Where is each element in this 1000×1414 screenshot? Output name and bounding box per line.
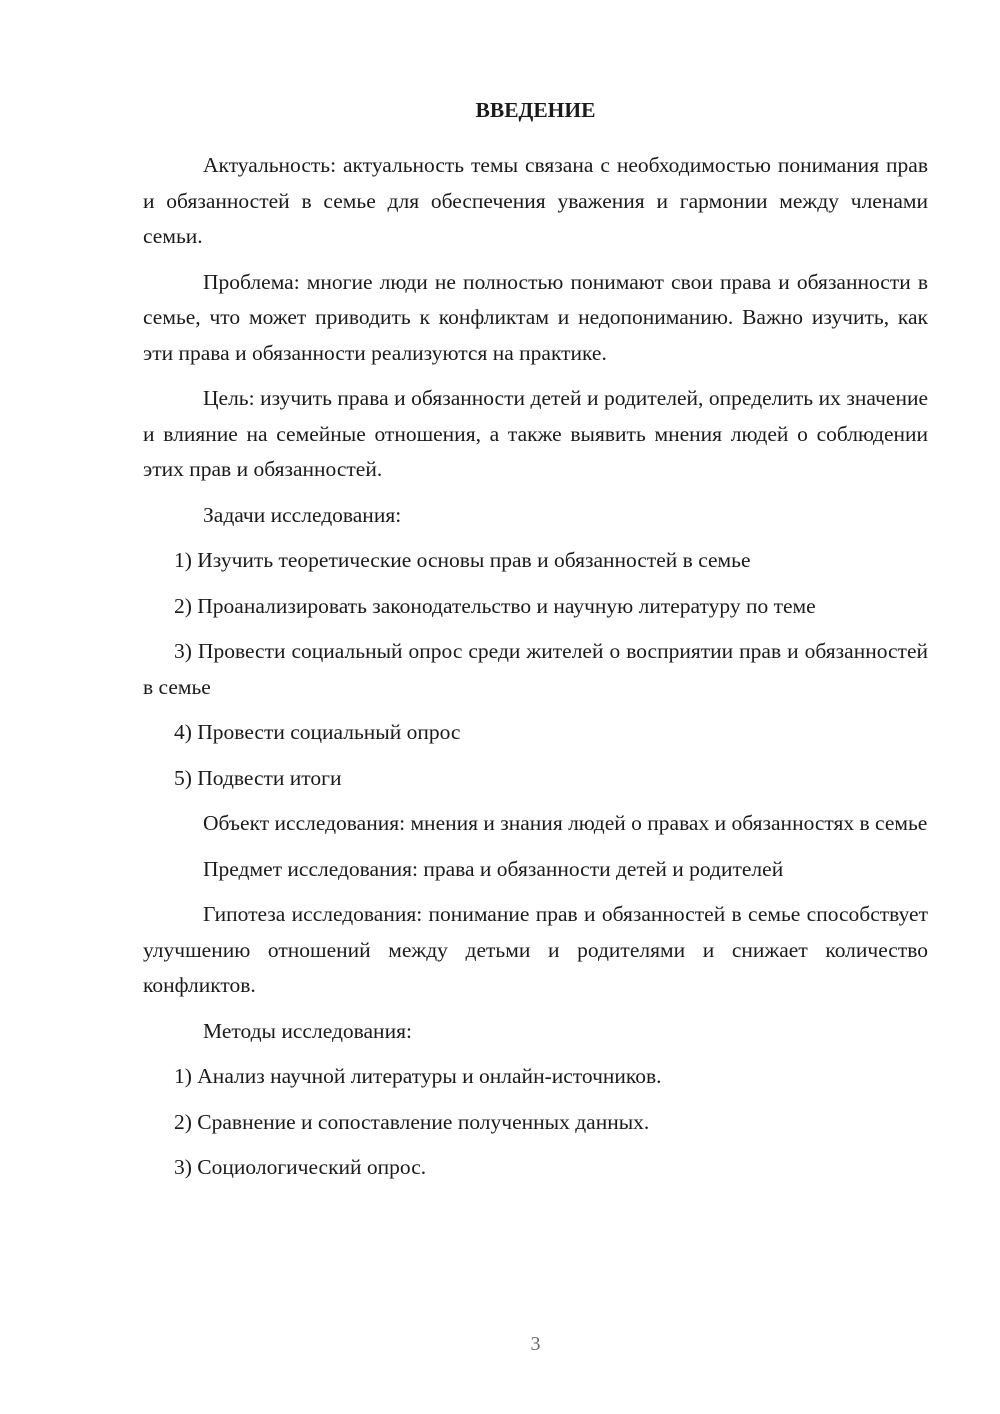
paragraph-relevance: Актуальность: актуальность темы связана с необходимостью понимания прав и обязанностей в семье для обеспечения уважения и гармонии между членами семьи. [143, 153, 928, 248]
paragraph-object: Объект исследования: мнения и знания людей о правах и обязанностях в семье [203, 811, 928, 835]
paragraph-goal: Цель: изучить права и обязанности детей и родителей, определить их значение и влияние на семейные отношения, а также выявить мнения людей о соблюдении этих прав и обязанностей. [143, 386, 928, 481]
paragraph-problem: Проблема: многие люди не полностью понимают свои права и обязанности в семье, что может приводить к конфликтам и недопониманию. Важно изучить, как эти права и обязанности реализуются на практике. [143, 269, 928, 365]
paragraph-hypothesis: Гипотеза исследования: понимание прав и обязанностей в семье способствует улучшению отношений между детьми и родителями и снижает количество конфликтов. [143, 902, 928, 997]
page-title: ВВЕДЕНИЕ [475, 98, 596, 122]
task-item: 2) Проанализировать законодательство и научную литературу по теме [174, 593, 816, 618]
methods-heading: Методы исследования: [203, 1018, 412, 1043]
task-item: 3) Провести социальный опрос среди жителей о восприятии прав и обязанностей в семье [143, 639, 928, 699]
task-item: 1) Изучить теоретические основы прав и обязанностей в семье [174, 548, 751, 572]
task-item: 4) Провести социальный опрос [174, 720, 461, 744]
method-item: 1) Анализ научной литературы и онлайн-источников. [174, 1064, 662, 1088]
document-page [143, 92, 928, 1196]
method-item: 2) Сравнение и сопоставление полученных данных. [174, 1109, 650, 1134]
page-number: 3 [530, 1333, 541, 1355]
method-item: 3) Социологический опрос. [174, 1155, 427, 1179]
tasks-heading: Задачи исследования: [203, 502, 402, 527]
task-item: 5) Подвести итоги [174, 765, 342, 790]
paragraph-subject: Предмет исследования: права и обязанности детей и родителей [203, 856, 784, 881]
